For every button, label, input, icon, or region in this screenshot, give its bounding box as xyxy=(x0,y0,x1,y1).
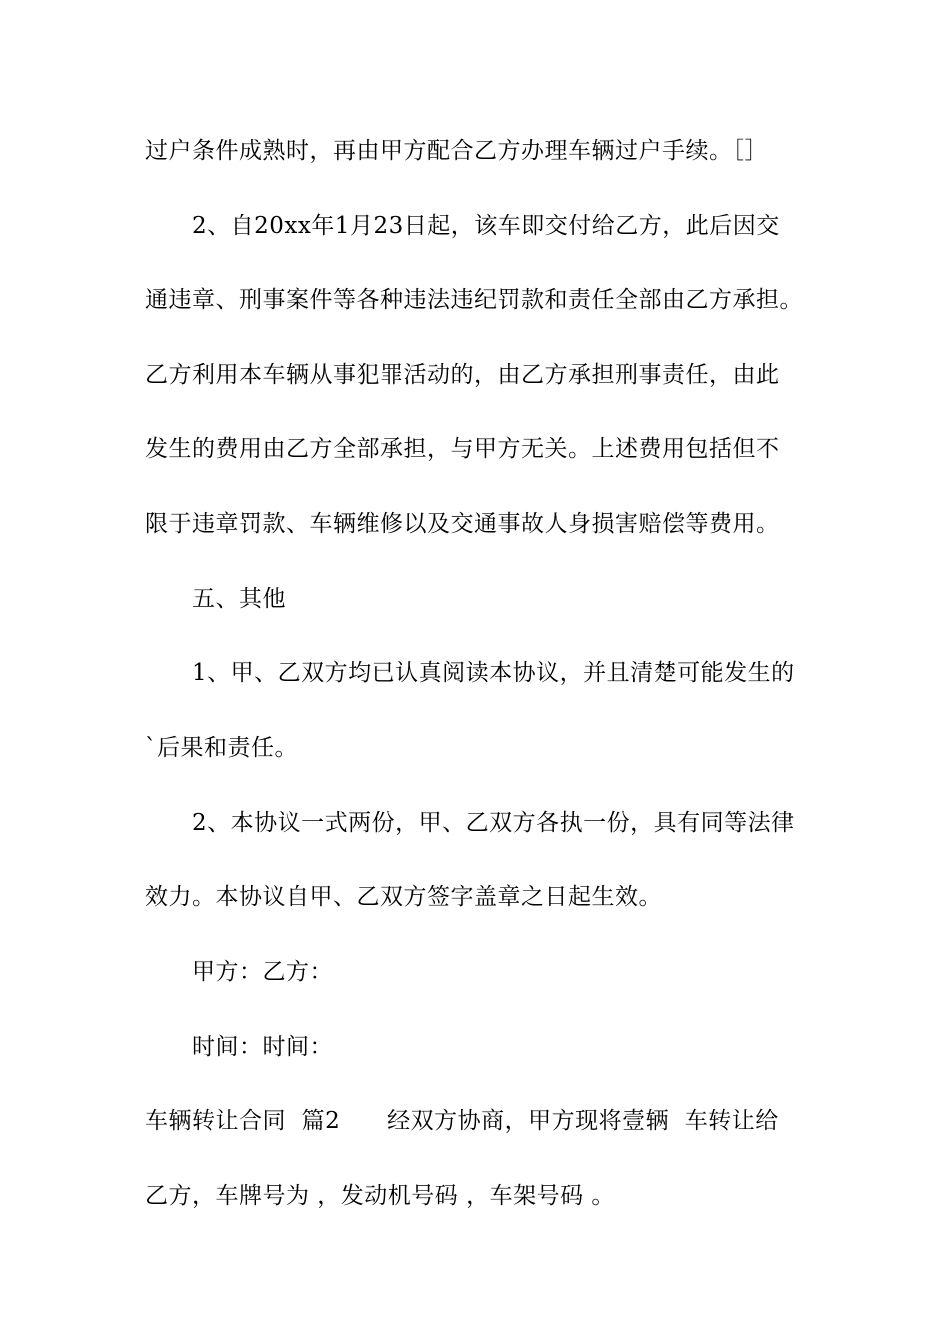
paragraph-line-1: 过户条件成熟时，再由甲方配合乙方办理车辆过户手续。［］ xyxy=(145,138,768,164)
paragraph-line-8: 1、甲、乙双方均已认真阅读本协议，并且清楚可能发生的 xyxy=(192,660,795,686)
section-heading: 五、其他 xyxy=(192,586,286,612)
paragraph-line-6: 限于违章罚款、车辆维修以及交通事故人身损害赔偿等费用。 xyxy=(145,511,780,537)
signature-parties: 甲方：乙方： xyxy=(192,959,333,985)
paragraph-line-3: 通违章、刑事案件等各种违法违纪罚款和责任全部由乙方承担。 xyxy=(145,287,803,313)
paragraph-line-10: 2、本协议一式两份，甲、乙双方各执一份，具有同等法律 xyxy=(192,810,795,836)
paragraph-line-2: 2、自20xx年1月23日起，该车即交付给乙方，此后因交 xyxy=(192,213,780,239)
paragraph-line-11: 效力。本协议自甲、乙双方签字盖章之日起生效。 xyxy=(145,884,662,910)
contract-title-line: 车辆转让合同 篇2 经双方协商，甲方现将壹辆 车转让给 xyxy=(145,1108,779,1134)
paragraph-line-9: `后果和责任。 xyxy=(145,735,298,761)
paragraph-line-4: 乙方利用本车辆从事犯罪活动的，由乙方承担刑事责任，由此 xyxy=(145,362,780,388)
signature-dates: 时间：时间： xyxy=(192,1034,333,1060)
paragraph-line-15: 乙方，车牌号为 ，发动机号码 ，车架号码 。 xyxy=(145,1183,615,1209)
paragraph-line-5: 发生的费用由乙方全部承担，与甲方无关。上述费用包括但不 xyxy=(145,436,780,462)
